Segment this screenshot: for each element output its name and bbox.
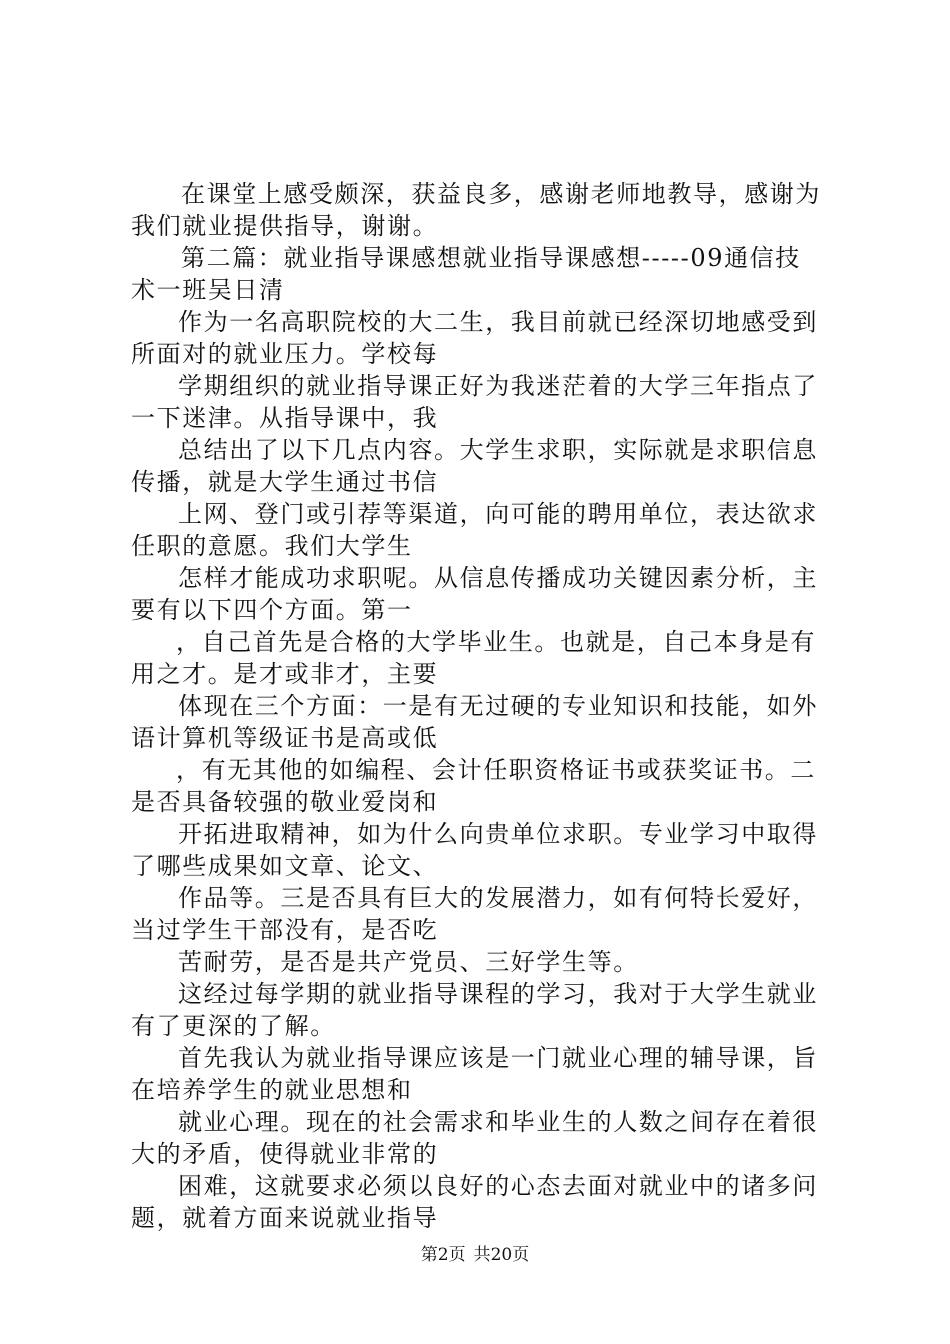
- text-line: 有了更深的了解。: [131, 1012, 336, 1040]
- text-line: 我们就业提供指导，谢谢。: [131, 212, 439, 240]
- text-line: 要有以下四个方面。第一: [131, 596, 413, 624]
- text-line: 开拓进取精神，如为什么向贵单位求职。专业学习中取得: [178, 820, 818, 848]
- text-line: 传播，就是大学生通过书信: [131, 468, 439, 496]
- text-line: 体现在三个方面：一是有无过硬的专业知识和技能，如外: [178, 692, 818, 720]
- section-heading-line: 第二篇：就业指导课感想就业指导课感想-----09通信技: [181, 244, 801, 272]
- text-line: 任职的意愿。我们大学生: [131, 532, 413, 560]
- text-line: 一下迷津。从指导课中，我: [131, 404, 439, 432]
- text-line: 作品等。三是否具有巨大的发展潜力，如有何特长爱好，: [178, 884, 818, 912]
- page-total: 共20页: [473, 1245, 530, 1265]
- text-line: 题，就着方面来说就业指导: [131, 1204, 439, 1232]
- page-number: 第2页: [420, 1245, 466, 1265]
- text-line: 就业心理。现在的社会需求和毕业生的人数之间存在着很: [178, 1108, 818, 1136]
- text-line: 上网、登门或引荐等渠道，向可能的聘用单位，表达欲求: [178, 500, 818, 528]
- text-line: 学期组织的就业指导课正好为我迷茫着的大学三年指点了: [178, 372, 818, 400]
- text-line: 怎样才能成功求职呢。从信息传播成功关键因素分析，主: [178, 564, 818, 592]
- text-line: 大的矛盾，使得就业非常的: [131, 1140, 439, 1168]
- text-line: 在课堂上感受颇深，获益良多，感谢老师地教导，感谢为: [181, 180, 821, 208]
- text-line: 在培养学生的就业思想和: [131, 1076, 413, 1104]
- text-line: 首先我认为就业指导课应该是一门就业心理的辅导课，旨: [178, 1044, 818, 1072]
- text-line: 苦耐劳，是否是共产党员、三好学生等。: [178, 948, 639, 976]
- page-footer: [0, 1244, 950, 1266]
- text-line: 这经过每学期的就业指导课程的学习，我对于大学生就业: [178, 980, 818, 1008]
- text-line: 当过学生干部没有，是否吃: [131, 916, 439, 944]
- text-line: 语计算机等级证书是高或低: [131, 724, 439, 752]
- text-line: 是否具备较强的敬业爱岗和: [131, 788, 439, 816]
- text-line: 困难，这就要求必须以良好的心态去面对就业中的诸多问: [178, 1172, 818, 1200]
- text-line: ，有无其他的如编程、会计任职资格证书或获奖证书。二: [176, 756, 816, 784]
- document-body: [131, 178, 831, 1234]
- text-line: 用之才。是才或非才，主要: [131, 660, 439, 688]
- text-line: 了哪些成果如文章、论文、: [131, 852, 439, 880]
- text-line: 所面对的就业压力。学校每: [131, 340, 439, 368]
- text-line: 总结出了以下几点内容。大学生求职，实际就是求职信息: [178, 436, 818, 464]
- section-heading-line: 术一班吴日清: [131, 276, 285, 304]
- text-line: ，自己首先是合格的大学毕业生。也就是，自己本身是有: [176, 628, 816, 656]
- text-line: 作为一名高职院校的大二生，我目前就已经深切地感受到: [178, 308, 818, 336]
